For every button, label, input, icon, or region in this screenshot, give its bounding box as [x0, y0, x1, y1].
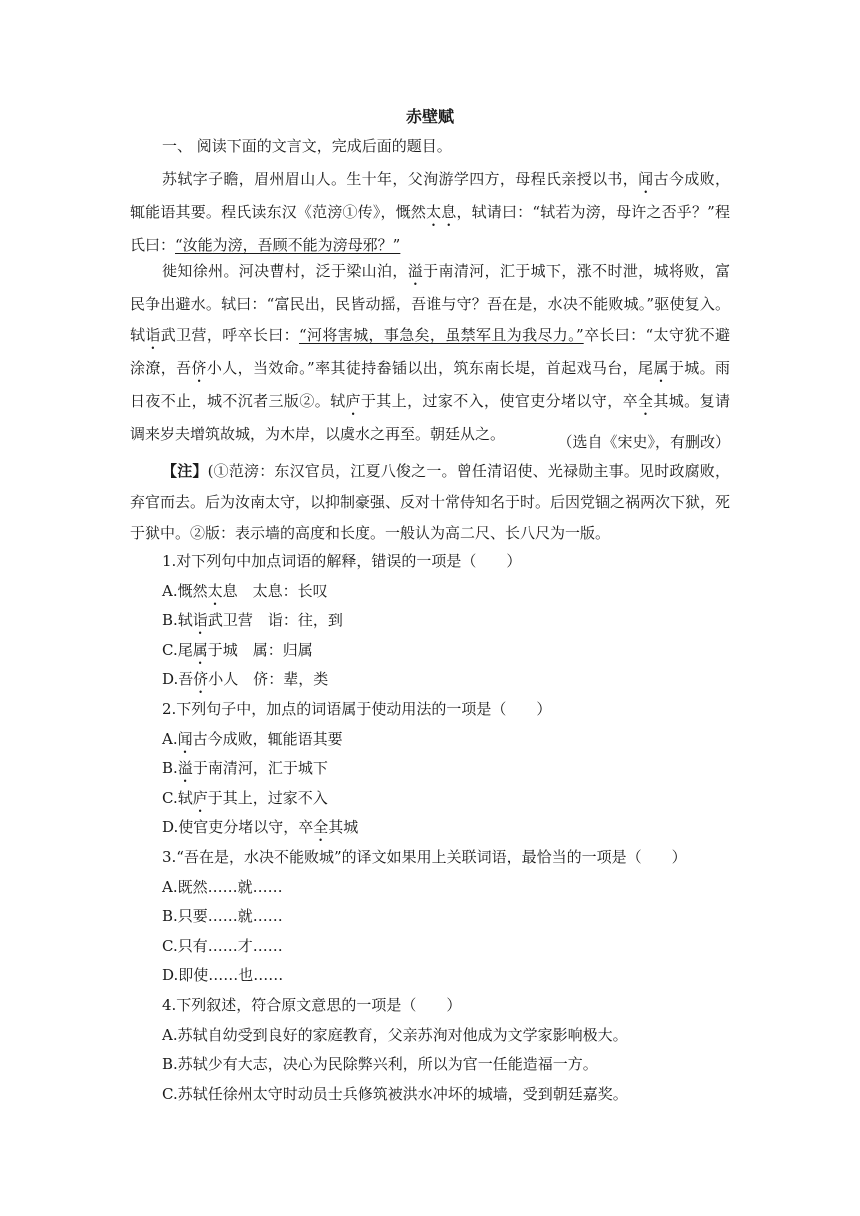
option-text: D.使官吏分堵以守，卒: [162, 818, 314, 836]
option-text: 小人 侪：辈，类: [208, 670, 329, 688]
document-title: 赤壁赋: [405, 107, 454, 126]
passage-text: 于南清河，汇于城下，涨不时泄，城将败，富民争出避水。轼曰：“富民出，民皆动摇，吾谁与守？吾在是，水决不能败城。”驱使复入。轼: [130, 262, 730, 344]
passage-text: 于城。雨日夜不止，城不沉者三版②。轼: [130, 359, 730, 410]
option-text: 其城: [328, 818, 359, 836]
option-text: B.只要……就……: [162, 907, 283, 925]
option-text: 于南清河，汇于城下: [192, 759, 328, 777]
footnote: [130, 456, 730, 549]
dotted-word: 太息: [426, 203, 457, 221]
dotted-word: 诣: [145, 326, 161, 344]
answer-option[interactable]: [162, 936, 283, 956]
passage-paragraph-2: [130, 256, 730, 450]
passage-text: 苏轼字子瞻，眉州眉山人。生十年，父洵游学四方，母程氏亲授以书，: [162, 170, 639, 188]
dotted-word: 侪: [193, 670, 209, 688]
passage-text: 古今成败，辄能语其要。程氏读东汉《范滂①传》，慨然: [130, 170, 730, 221]
question-stem: 3.“吾在是，水决不能败城”的译文如果用上关联词语，最恰当的一项是（ ）: [162, 848, 687, 866]
answer-option[interactable]: [162, 1054, 598, 1074]
dotted-word: 诣: [192, 611, 208, 629]
answer-option[interactable]: [162, 817, 358, 845]
source-citation: （选自《宋史》，有删改）: [557, 433, 730, 451]
answer-option[interactable]: [162, 788, 328, 816]
dotted-word: 全: [637, 392, 654, 410]
option-text: B.轼: [162, 611, 193, 629]
answer-option[interactable]: [162, 610, 343, 638]
answer-option[interactable]: [162, 581, 328, 609]
passage-text: ，轼请曰：“轼若为滂，母许之否乎？”程氏曰：: [130, 203, 730, 254]
answer-option[interactable]: [162, 1025, 628, 1045]
underlined-sentence: “河将害城，事急矣，虽禁军且为我尽力。”: [299, 326, 584, 344]
dotted-word: 侪: [191, 359, 207, 377]
option-text: 武卫营 诣：往，到: [207, 611, 343, 629]
passage-text: 卒长曰：“太守犹不避涂潦，吾: [130, 326, 730, 377]
passage-text: 武卫营，呼卒长曰：: [160, 326, 299, 344]
option-text: D.即使……也……: [162, 966, 284, 984]
passage-paragraph-1: [130, 164, 730, 261]
answer-option[interactable]: [162, 1084, 628, 1104]
option-text: D.吾: [162, 670, 194, 688]
dotted-word: 全: [313, 818, 329, 836]
answer-option[interactable]: [162, 965, 283, 985]
section-heading: 一、 阅读下面的文言文，完成后面的题目。: [162, 137, 452, 155]
dotted-word: 太: [207, 582, 223, 600]
option-text: 于其上，过家不入: [207, 789, 328, 807]
answer-option[interactable]: [162, 640, 313, 668]
dotted-word: 庐: [345, 392, 361, 410]
option-text: A.慨然: [162, 582, 208, 600]
option-text: B.: [162, 759, 178, 777]
dotted-word: 属: [192, 641, 208, 659]
dotted-word: 闻: [177, 730, 193, 748]
dotted-word: 庐: [192, 789, 208, 807]
answer-option[interactable]: [162, 877, 283, 897]
option-text: C.只有……才……: [162, 937, 283, 955]
passage-text: 徙知徐州。河决曹村，泛于梁山泊，: [162, 262, 408, 280]
option-text: A.既然……就……: [162, 878, 283, 896]
footnote-text: (①范滂：东汉官员，江夏八俊之一。曾任清诏使、光禄勋主事。见时政腐败，弃官而去。后为汝南太守，以抑制豪强、反对十常侍知名于时。后因党锢之祸两次下狱，死于狱中。②版：表示墙的高度和长度。一般认为高二尺、长八尺为一版。: [130, 462, 731, 542]
answer-option[interactable]: [162, 758, 328, 786]
footnote-label: 【注】: [162, 462, 208, 480]
option-text: 古今成败，辄能语其要: [192, 730, 343, 748]
option-text: A.苏轼自幼受到良好的家庭教育，父亲苏洵对他成为文学家影响极大。: [162, 1026, 628, 1044]
question-stem: 1.对下列句中加点词语的解释，错误的一项是（ ）: [162, 552, 522, 570]
option-text: C.尾: [162, 641, 193, 659]
answer-option[interactable]: [162, 729, 343, 757]
passage-text: 于其上，过家不入，使官吏分堵以守，卒: [360, 392, 638, 410]
answer-option[interactable]: [162, 906, 283, 926]
option-text: 于城 属：归属: [207, 641, 313, 659]
option-text: C.轼: [162, 789, 193, 807]
answer-option[interactable]: [162, 669, 328, 697]
question-stem: 4.下列叙述，符合原文意思的一项是（ ）: [162, 996, 462, 1014]
dotted-word: 属: [653, 359, 669, 377]
passage-text: 小人，当效命。”率其徒持畚锸以出，筑东南长堤，首起戏马台，尾: [206, 359, 654, 377]
question-stem: 2.下列句子中，加点的词语属于使动用法的一项是（ ）: [162, 700, 552, 718]
dotted-word: 溢: [407, 262, 424, 280]
option-text: C.苏轼任徐州太守时动员士兵修筑被洪水冲坏的城墙，受到朝廷嘉奖。: [162, 1085, 628, 1103]
dotted-word: 溢: [177, 759, 193, 777]
passage-text: 其城。复请调来岁夫增筑故城，为木岸，以虞水之再至。朝廷从之。: [130, 392, 730, 443]
underlined-sentence: “汝能为滂，吾顾不能为滂母邪？”: [175, 236, 401, 254]
option-text: 息 太息：长叹: [222, 582, 328, 600]
option-text: A.: [162, 730, 178, 748]
option-text: B.苏轼少有大志，决心为民除弊兴利，所以为官一任能造福一方。: [162, 1055, 598, 1073]
dotted-word: 闻: [638, 170, 654, 188]
